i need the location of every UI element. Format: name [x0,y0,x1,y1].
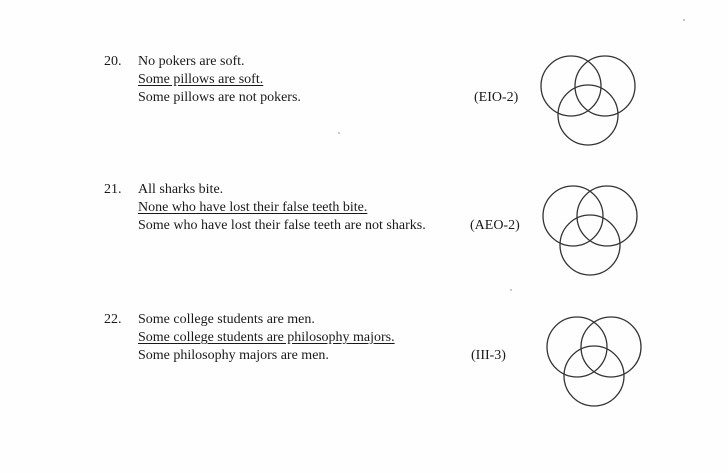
premise-major: All sharks bite. [138,182,224,197]
premise-minor: Some pillows are soft. [138,72,264,87]
venn-diagram [542,313,646,413]
venn-circle-bottom [564,346,624,406]
premise-minor: Some college students are philosophy majors. [138,330,395,345]
venn-circle-right [581,317,641,377]
venn-circle-right [575,56,635,116]
syllogism-form: (III-3) [471,348,506,363]
conclusion: Some pillows are not pokers. [138,90,301,105]
syllogism-form: (AEO-2) [470,218,520,233]
venn-diagram [536,52,640,152]
venn-circle-bottom [560,215,620,275]
premise-major: No pokers are soft. [138,54,245,69]
scan-speck [683,19,685,21]
conclusion: Some who have lost their false teeth are not sharks. [138,218,426,233]
problem-number: 22. [104,312,122,327]
scan-speck [338,132,340,134]
scan-speck [510,289,512,291]
venn-circle-left [543,186,603,246]
premise-minor: None who have lost their false teeth bite. [138,200,368,215]
venn-diagram [538,182,642,282]
syllogism-form: (EIO-2) [474,90,519,105]
venn-circle-left [541,56,601,116]
venn-circle-left [547,317,607,377]
venn-circle-right [577,186,637,246]
problem-number: 20. [104,54,122,69]
premise-major: Some college students are men. [138,312,315,327]
conclusion: Some philosophy majors are men. [138,348,329,363]
problem-number: 21. [104,182,122,197]
venn-circle-bottom [558,85,618,145]
